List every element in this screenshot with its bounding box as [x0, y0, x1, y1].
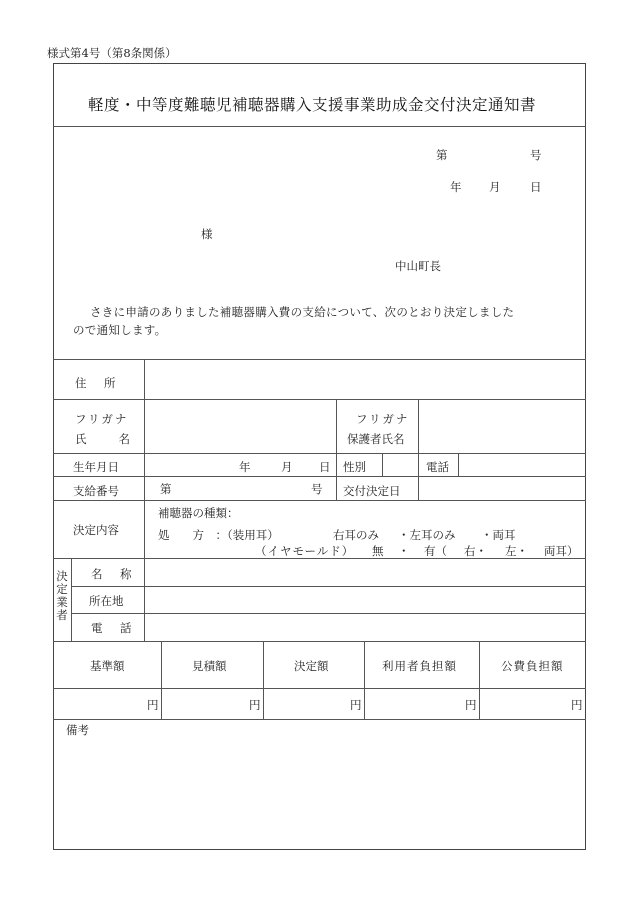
dob-day: 日: [319, 460, 331, 474]
address-label: 住 所: [75, 376, 119, 390]
amount-header-2: 見積額: [192, 659, 227, 673]
form-frame: [53, 63, 586, 850]
amount-unit-3: 円: [350, 698, 362, 712]
earmold-both: 両耳）: [544, 544, 579, 558]
vendor-label: 決定業者: [56, 569, 68, 622]
addressee-suffix: 様: [201, 227, 213, 241]
dob-month: 月: [281, 460, 293, 474]
hearing-aid-type: 補聴器の種類：: [158, 506, 239, 520]
vendor-location-label: 所在地: [89, 594, 124, 608]
payment-no-suffix: 号: [311, 482, 323, 496]
ear-right: 右耳のみ: [333, 528, 379, 542]
earmold-none: 無: [372, 544, 384, 558]
amount-header-5: 公費負担額: [501, 659, 564, 673]
guardian-name-label: 保護者氏名: [347, 432, 405, 446]
earmold-left: 左・: [505, 544, 528, 558]
number-prefix: 第: [436, 148, 448, 162]
date-year: 年: [450, 180, 462, 194]
earmold-right: 右・: [464, 544, 487, 558]
name-label: 氏 名: [75, 432, 133, 446]
prescription-label: 処 方 ：（装用耳）: [158, 528, 279, 542]
amount-header-1: 基準額: [90, 659, 125, 673]
amount-unit-2: 円: [249, 698, 261, 712]
payment-no-prefix: 第: [160, 482, 172, 496]
date-month: 月: [489, 180, 501, 194]
guardian-furigana-label: フリガナ: [356, 412, 410, 426]
dob-label: 生年月日: [73, 460, 119, 474]
decision-content-label: 決定内容: [73, 523, 119, 537]
phone-label: 電話: [426, 460, 449, 474]
amount-header-3: 決定額: [294, 659, 329, 673]
ear-left: ・左耳のみ: [398, 528, 456, 542]
dob-year: 年: [239, 460, 251, 474]
amount-unit-1: 円: [147, 698, 159, 712]
earmold-label: （イヤモールド）: [255, 544, 355, 558]
gender-label: 性別: [343, 460, 366, 474]
date-day: 日: [530, 180, 542, 194]
amount-header-4: 利用者負担額: [382, 659, 457, 673]
number-suffix: 号: [530, 148, 542, 162]
earmold-yes: 有（: [424, 544, 447, 558]
body-line-2: ので通知します。: [73, 323, 167, 337]
payment-no-label: 支給番号: [73, 484, 119, 498]
earmold-sep: ・: [398, 544, 410, 558]
furigana-label: フリガナ: [75, 412, 129, 426]
issuer: 中山町長: [395, 259, 441, 273]
amount-unit-4: 円: [465, 698, 477, 712]
remarks-label: 備考: [66, 723, 89, 737]
vendor-name-label: 名 称: [91, 567, 135, 581]
document-title: 軽度・中等度難聴児補聴器購入支援事業助成金交付決定通知書: [88, 96, 537, 114]
ear-both: ・両耳: [481, 528, 516, 542]
amount-unit-5: 円: [571, 698, 583, 712]
body-line-1: さきに申請のありました補聴器購入費の支給について、次のとおり決定しました: [90, 305, 515, 319]
form-id: 様式第4号（第8条関係）: [47, 46, 177, 60]
vendor-phone-label: 電 話: [91, 621, 135, 635]
decision-date-label: 交付決定日: [343, 484, 401, 498]
